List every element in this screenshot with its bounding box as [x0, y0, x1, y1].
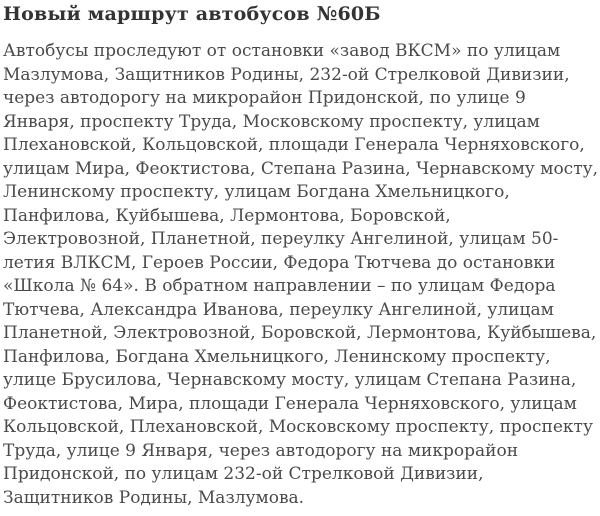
- article-body: Автобусы проследуют от остановки «завод ВКСМ» по улицам Мазлумова, Защитников Родины, 232-ой Стрелковой Дивизии, через автодорогу на микрорайон Придонской, по улице 9 Января, проспекту Труда, Московскому проспекту, улицам Плехановской, Кольцовской, площади Генерала Черняховского, улицам Мира, Феоктистова, Степана Разина, Чернавскому мосту, Ленинскому проспекту, улицам Богдана Хмельницкого, Панфилова, Куйбышева, Лермонтова, Боровской, Электровозной, Планетной, переулку Ангелиной, улицам 50-летия ВЛКСМ, Героев России, Федора Тютчева до остановки «Школа № 64». В обратном направлении – по улицам Федора Тютчева, Александра Иванова, переулку Ангелиной, улицам Планетной, Электровозной, Боровской, Лермонтова, Куйбышева, Панфилова, Богдана Хмельницкого, Ленинскому проспекту, улице Брусилова, Чернавскому мосту, улицам Степана Разина, Феоктистова, Мира, площади Генерала Черняховского, улицам Кольцовской, Плехановской, Московскому проспекту, проспекту Труда, улице 9 Января, через автодорогу на микрорайон Придонской, по улицам 232-ой Стрелковой Дивизии, Защитников Родины, Мазлумова.: [3, 41, 599, 508]
- article-title: Новый маршрут автобусов №60Б: [3, 3, 381, 25]
